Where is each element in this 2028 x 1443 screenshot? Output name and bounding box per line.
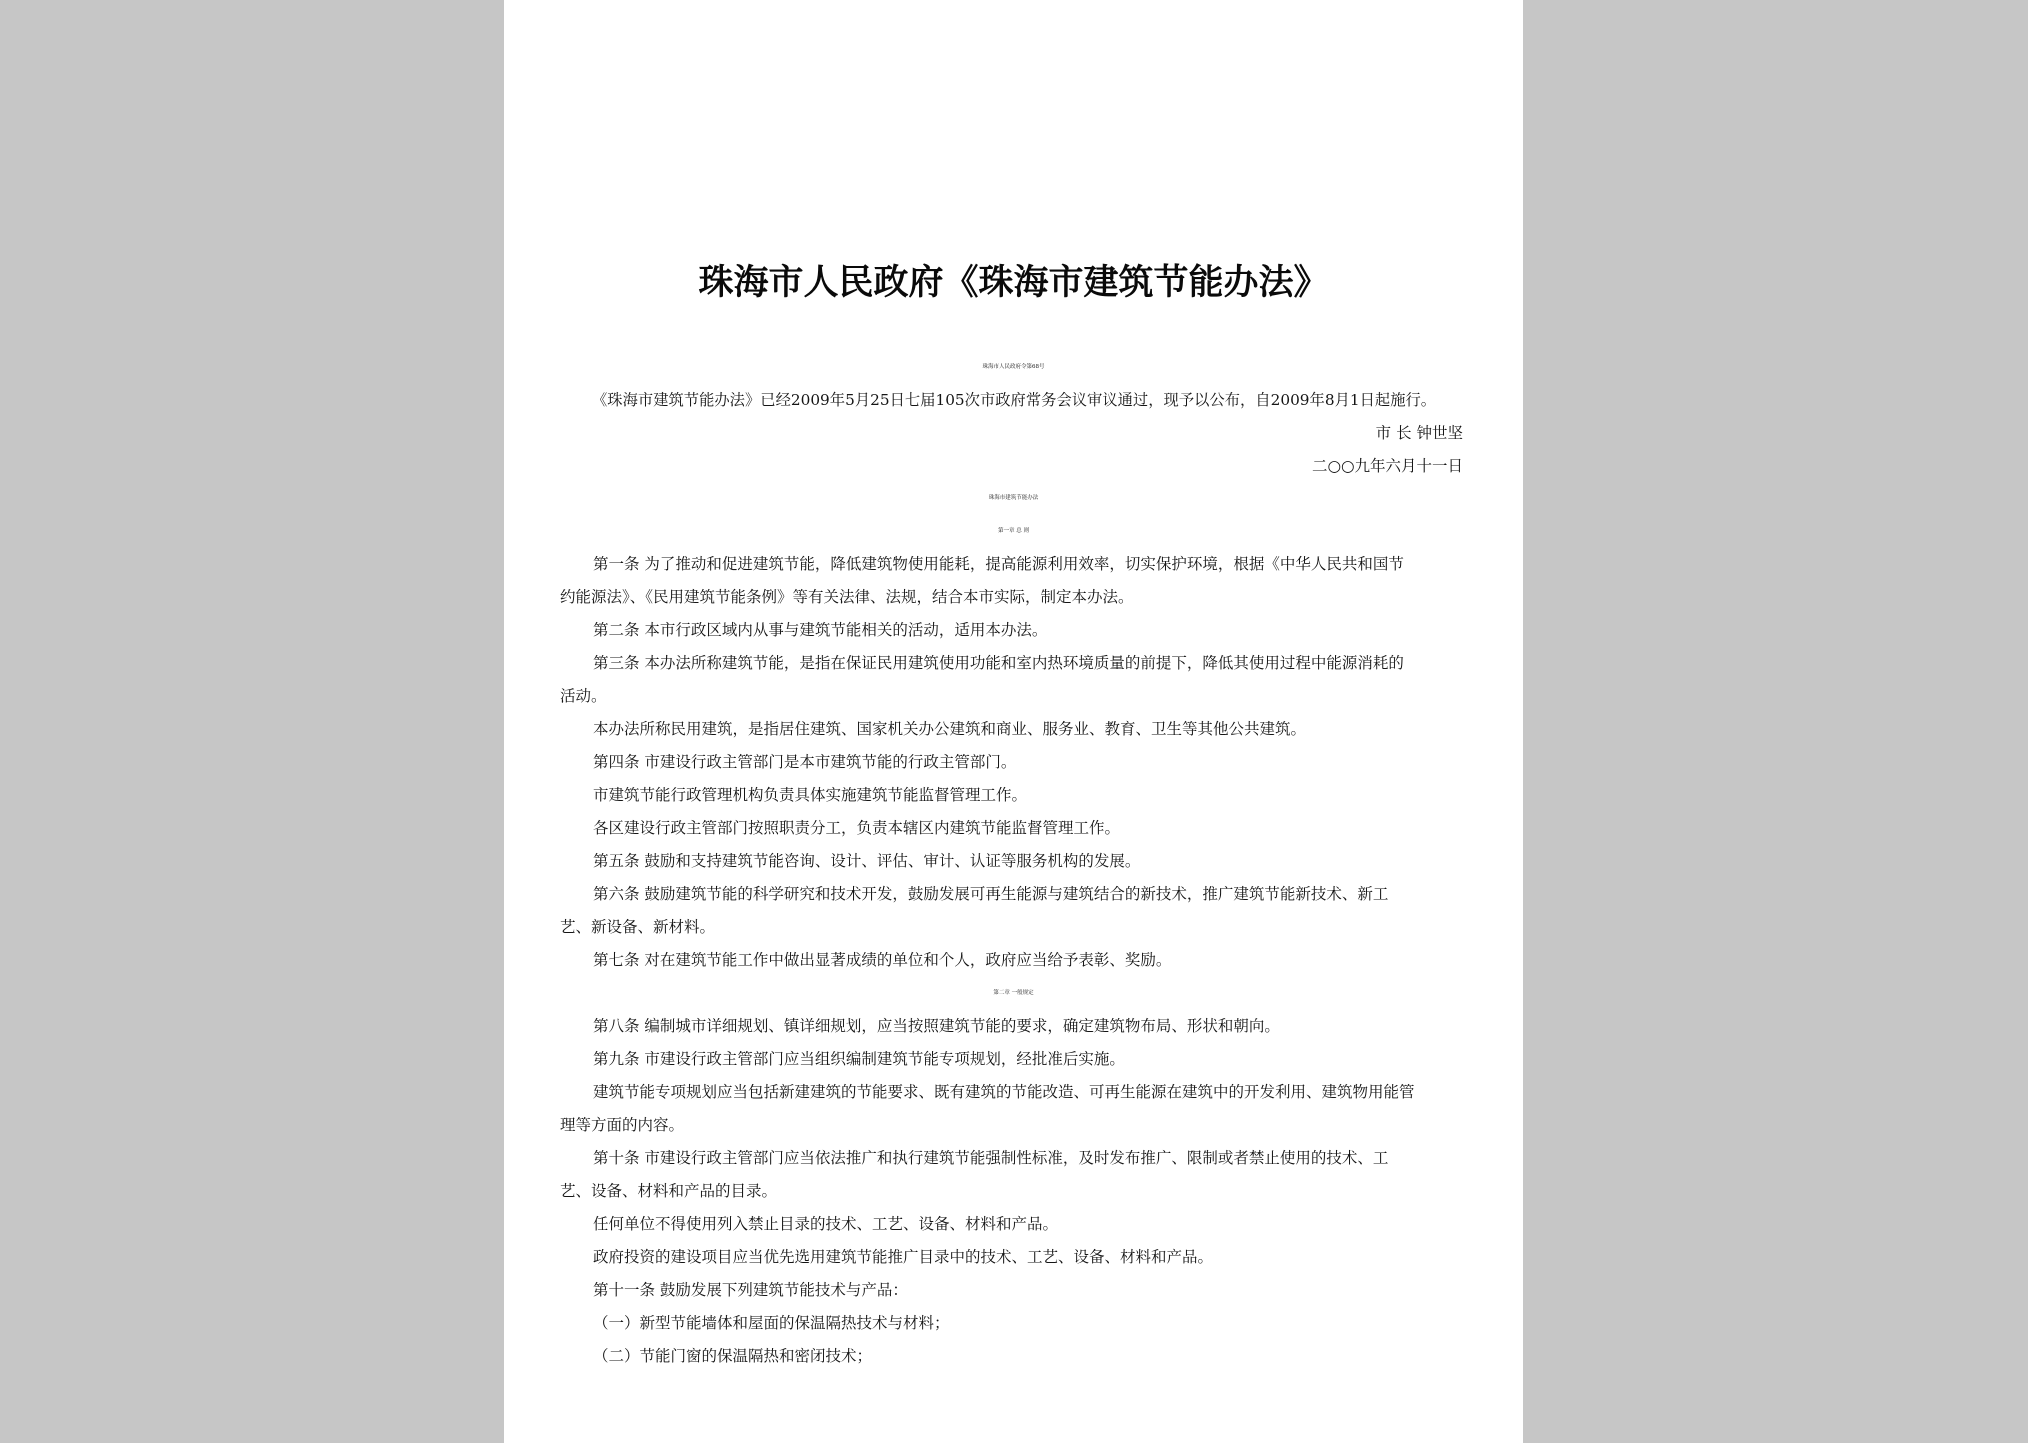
chapter-heading-2: 第二章 一般规定 — [993, 990, 1034, 996]
article-4: 第四条 市建设行政主管部门是本市建筑节能的行政主管部门。 — [593, 753, 1017, 771]
article-9-paragraph-2-line-1: 建筑节能专项规划应当包括新建建筑的节能要求、既有建筑的节能改造、可再生能源在建筑中的开发利用、建筑物用能管 — [593, 1083, 1415, 1101]
article-11: 第十一条 鼓励发展下列建筑节能技术与产品： — [593, 1281, 908, 1299]
article-9: 第九条 市建设行政主管部门应当组织编制建筑节能专项规划，经批准后实施。 — [593, 1050, 1125, 1068]
article-9-paragraph-2-line-2: 理等方面的内容。 — [560, 1116, 685, 1134]
article-3-line-2: 活动。 — [560, 687, 607, 705]
article-6-line-2: 艺、新设备、新材料。 — [560, 918, 716, 936]
article-2: 第二条 本市行政区域内从事与建筑节能相关的活动，适用本办法。 — [593, 621, 1048, 639]
article-8: 第八条 编制城市详细规划、镇详细规划，应当按照建筑节能的要求，确定建筑物布局、形状和朝向。 — [593, 1017, 1280, 1035]
article-10-line-1: 第十条 市建设行政主管部门应当依法推广和执行建筑节能强制性标准，及时发布推广、限制或者禁止使用的技术、工 — [593, 1149, 1389, 1167]
article-4-paragraph-2: 市建筑节能行政管理机构负责具体实施建筑节能监督管理工作。 — [593, 786, 1028, 804]
article-4-paragraph-3: 各区建设行政主管部门按照职责分工，负责本辖区内建筑节能监督管理工作。 — [593, 819, 1121, 837]
article-10-paragraph-2: 任何单位不得使用列入禁止目录的技术、工艺、设备、材料和产品。 — [593, 1215, 1059, 1233]
order-number: 珠海市人民政府令第68号 — [982, 364, 1045, 370]
article-3-line-1: 第三条 本办法所称建筑节能，是指在保证民用建筑使用功能和室内热环境质量的前提下，降低其使用过程中能源消耗的 — [593, 654, 1404, 672]
chapter-heading-1: 第一章 总 则 — [998, 528, 1029, 534]
document-page — [504, 0, 1523, 1443]
document-title: 珠海市人民政府《珠海市建筑节能办法》 — [698, 262, 1329, 303]
promulgation-text: 《珠海市建筑节能办法》已经2009年5月25日七届105次市政府常务会议审议通过，现予以公布，自2009年8月1日起施行。 — [592, 391, 1437, 409]
article-5: 第五条 鼓励和支持建筑节能咨询、设计、评估、审计、认证等服务机构的发展。 — [593, 852, 1141, 870]
regulation-subtitle: 珠海市建筑节能办法 — [988, 495, 1039, 501]
article-11-item-1: （一）新型节能墙体和屋面的保温隔热技术与材料； — [593, 1314, 950, 1332]
article-6-line-1: 第六条 鼓励建筑节能的科学研究和技术开发，鼓励发展可再生能源与建筑结合的新技术，推广建筑节能新技术、新工 — [593, 885, 1389, 903]
article-7: 第七条 对在建筑节能工作中做出显著成绩的单位和个人，政府应当给予表彰、奖励。 — [593, 951, 1172, 969]
mayor-signature: 市 长 钟世坚 — [1375, 424, 1463, 442]
article-11-item-2: （二）节能门窗的保温隔热和密闭技术； — [593, 1347, 873, 1365]
promulgation-date: 二○○九年六月十一日 — [1311, 457, 1463, 475]
article-10-paragraph-3: 政府投资的建设项目应当优先选用建筑节能推广目录中的技术、工艺、设备、材料和产品。 — [593, 1248, 1214, 1266]
article-3-paragraph-2: 本办法所称民用建筑，是指居住建筑、国家机关办公建筑和商业、服务业、教育、卫生等其他公共建筑。 — [593, 720, 1307, 738]
article-10-line-2: 艺、设备、材料和产品的目录。 — [560, 1182, 778, 1200]
article-1-line-2: 约能源法》、《民用建筑节能条例》等有关法律、法规，结合本市实际，制定本办法。 — [560, 588, 1134, 606]
article-1-line-1: 第一条 为了推动和促进建筑节能，降低建筑物使用能耗，提高能源利用效率，切实保护环境，根据《中华人民共和国节 — [593, 555, 1404, 573]
